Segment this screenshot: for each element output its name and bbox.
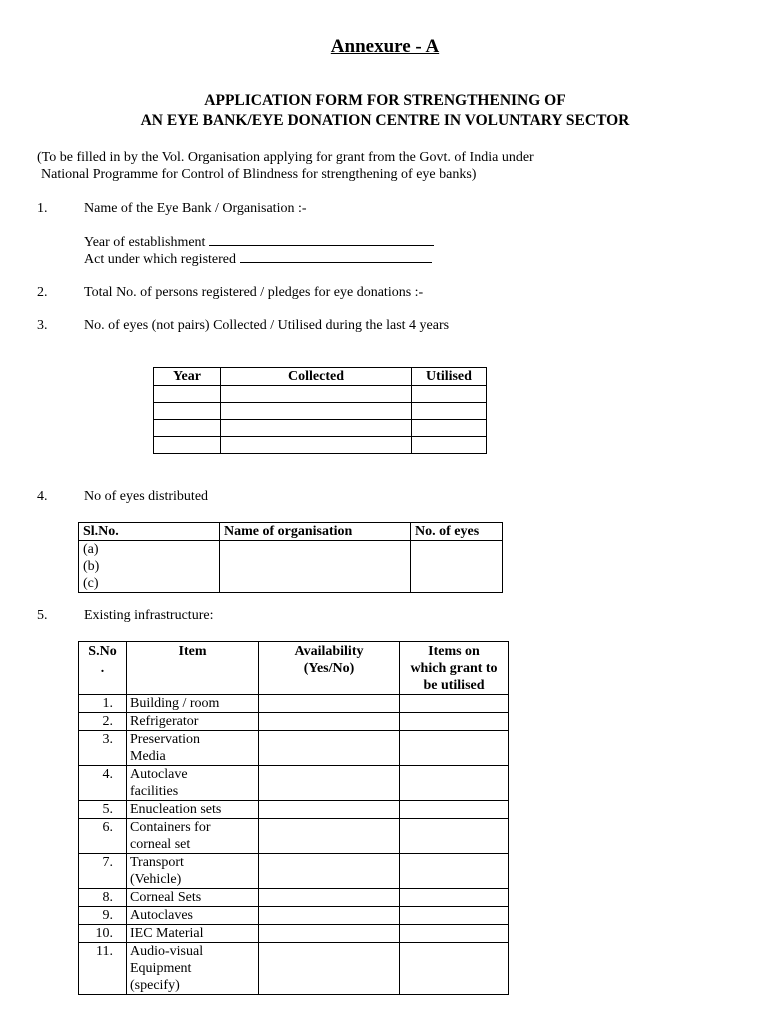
col-grant-items — [400, 642, 509, 695]
section4-label: No of eyes distributed — [84, 489, 209, 504]
availability-cell[interactable] — [259, 801, 400, 819]
organisation-cell[interactable] — [220, 541, 411, 593]
grant-items-cell[interactable] — [400, 731, 509, 766]
item-line: Preservation — [130, 732, 200, 747]
grant-items-cell[interactable] — [400, 925, 509, 943]
sno-cell: 10. — [79, 925, 127, 943]
table-cell[interactable] — [412, 437, 487, 454]
col-item: Item — [127, 642, 259, 695]
sno-cell: 7. — [79, 854, 127, 889]
sno-cell: 1. — [79, 695, 127, 713]
grant-items-cell[interactable] — [400, 695, 509, 713]
col-organisation: Name of organisation — [220, 523, 411, 541]
sno-cell: 8. — [79, 889, 127, 907]
availability-cell[interactable] — [259, 731, 400, 766]
col-availability-line1: Availability — [294, 644, 364, 659]
table-row — [154, 420, 487, 437]
item-cell — [127, 925, 259, 943]
table-row — [154, 437, 487, 454]
item-cell — [127, 695, 259, 713]
col-grant-line1: Items on — [428, 644, 480, 659]
table-row — [79, 731, 509, 766]
col-availability-line2: (Yes/No) — [303, 661, 355, 676]
section5-number: 5. — [37, 608, 48, 623]
availability-cell[interactable] — [259, 713, 400, 731]
item-line: Building / room — [130, 696, 220, 711]
table-cell[interactable] — [412, 386, 487, 403]
table-cell[interactable] — [412, 403, 487, 420]
form-title-line2: AN EYE BANK/EYE DONATION CENTRE IN VOLUNTARY SECTOR — [140, 112, 630, 129]
table-row — [79, 713, 509, 731]
table-cell[interactable] — [221, 386, 412, 403]
grant-items-cell[interactable] — [400, 943, 509, 995]
item-line: Corneal Sets — [130, 890, 202, 905]
grant-items-cell[interactable] — [400, 819, 509, 854]
table-row — [79, 541, 503, 593]
sno-cell: 5. — [79, 801, 127, 819]
grant-items-cell[interactable] — [400, 713, 509, 731]
item-cell — [127, 819, 259, 854]
table-row — [79, 889, 509, 907]
table-row — [79, 766, 509, 801]
item-cell — [127, 907, 259, 925]
section2-label: Total No. of persons registered / pledges for eye donations :- — [84, 285, 424, 300]
slno-b: (b) — [83, 559, 100, 574]
availability-cell[interactable] — [259, 943, 400, 995]
sno-cell: 4. — [79, 766, 127, 801]
slno-c: (c) — [83, 576, 99, 591]
col-collected: Collected — [221, 368, 412, 386]
col-sno-line1: S.No — [88, 644, 117, 659]
item-cell — [127, 713, 259, 731]
item-line: Containers for — [130, 820, 211, 835]
table-cell[interactable] — [221, 403, 412, 420]
item-line: corneal set — [130, 837, 191, 852]
availability-cell[interactable] — [259, 819, 400, 854]
intro-line2: National Programme for Control of Blindness for strengthening of eye banks) — [41, 167, 477, 182]
col-no-of-eyes: No. of eyes — [411, 523, 503, 541]
col-sno — [79, 642, 127, 695]
sno-cell: 6. — [79, 819, 127, 854]
sno-cell: 2. — [79, 713, 127, 731]
section4-number: 4. — [37, 489, 48, 504]
availability-cell[interactable] — [259, 854, 400, 889]
table-cell[interactable] — [154, 420, 221, 437]
table-row — [79, 854, 509, 889]
sno-cell: 11. — [79, 943, 127, 995]
availability-cell[interactable] — [259, 766, 400, 801]
year-of-establishment-field[interactable] — [209, 234, 434, 246]
no-of-eyes-cell[interactable] — [411, 541, 503, 593]
item-line: Transport — [130, 855, 184, 870]
item-line: Refrigerator — [130, 714, 199, 729]
grant-items-cell[interactable] — [400, 766, 509, 801]
sno-cell: 3. — [79, 731, 127, 766]
col-availability — [259, 642, 400, 695]
item-cell — [127, 889, 259, 907]
col-utilised: Utilised — [412, 368, 487, 386]
item-line: (Vehicle) — [130, 872, 182, 887]
item-line: Enucleation sets — [130, 802, 222, 817]
item-line: (specify) — [130, 978, 180, 993]
table-cell[interactable] — [412, 420, 487, 437]
item-cell — [127, 766, 259, 801]
item-line: facilities — [130, 784, 179, 799]
grant-items-cell[interactable] — [400, 907, 509, 925]
sno-cell: 9. — [79, 907, 127, 925]
item-cell — [127, 943, 259, 995]
availability-cell[interactable] — [259, 925, 400, 943]
availability-cell[interactable] — [259, 907, 400, 925]
item-cell — [127, 731, 259, 766]
act-registered-label: Act under which registered — [84, 252, 236, 267]
section5-label: Existing infrastructure: — [84, 608, 214, 623]
availability-cell[interactable] — [259, 695, 400, 713]
grant-items-cell[interactable] — [400, 854, 509, 889]
section2-number: 2. — [37, 285, 48, 300]
table-row — [154, 403, 487, 420]
annexure-heading: Annexure - A — [330, 36, 440, 57]
table-row — [79, 907, 509, 925]
section3-number: 3. — [37, 318, 48, 333]
year-of-establishment-row — [84, 234, 434, 251]
slno-a: (a) — [83, 542, 99, 557]
grant-items-cell[interactable] — [400, 889, 509, 907]
col-slno: Sl.No. — [79, 523, 220, 541]
col-sno-line2: . — [100, 661, 105, 676]
item-line: IEC Material — [130, 926, 204, 941]
intro-line1: (To be filled in by the Vol. Organisation applying for grant from the Govt. of India under — [37, 150, 534, 165]
table-cell[interactable] — [221, 420, 412, 437]
col-year: Year — [154, 368, 221, 386]
infrastructure-table — [78, 641, 509, 995]
act-registered-field[interactable] — [240, 251, 432, 263]
table-row — [79, 695, 509, 713]
col-grant-line2: which grant to — [410, 661, 498, 676]
section1-number: 1. — [37, 201, 48, 216]
item-line: Autoclaves — [130, 908, 193, 923]
table-row — [79, 943, 509, 995]
eyes-distributed-table — [78, 522, 503, 593]
item-cell — [127, 801, 259, 819]
table-row — [154, 386, 487, 403]
availability-cell[interactable] — [259, 889, 400, 907]
grant-items-cell[interactable] — [400, 801, 509, 819]
item-line: Autoclave — [130, 767, 188, 782]
section1-label: Name of the Eye Bank / Organisation :- — [84, 201, 307, 216]
table-row — [79, 801, 509, 819]
year-of-establishment-label: Year of establishment — [84, 235, 206, 250]
item-line: Media — [130, 749, 166, 764]
table-cell[interactable] — [221, 437, 412, 454]
table-row — [79, 925, 509, 943]
eyes-collected-table — [153, 367, 487, 454]
table-cell[interactable] — [154, 403, 221, 420]
section3-label: No. of eyes (not pairs) Collected / Utilised during the last 4 years — [84, 318, 450, 333]
col-grant-line3: be utilised — [423, 678, 485, 693]
act-registered-row — [84, 251, 432, 268]
item-line: Audio-visual — [130, 944, 204, 959]
table-row — [79, 819, 509, 854]
table-cell[interactable] — [154, 386, 221, 403]
item-cell — [127, 854, 259, 889]
slno-cell — [79, 541, 220, 593]
item-line: Equipment — [130, 961, 192, 976]
table-cell[interactable] — [154, 437, 221, 454]
form-title-line1: APPLICATION FORM FOR STRENGTHENING OF — [204, 92, 566, 109]
